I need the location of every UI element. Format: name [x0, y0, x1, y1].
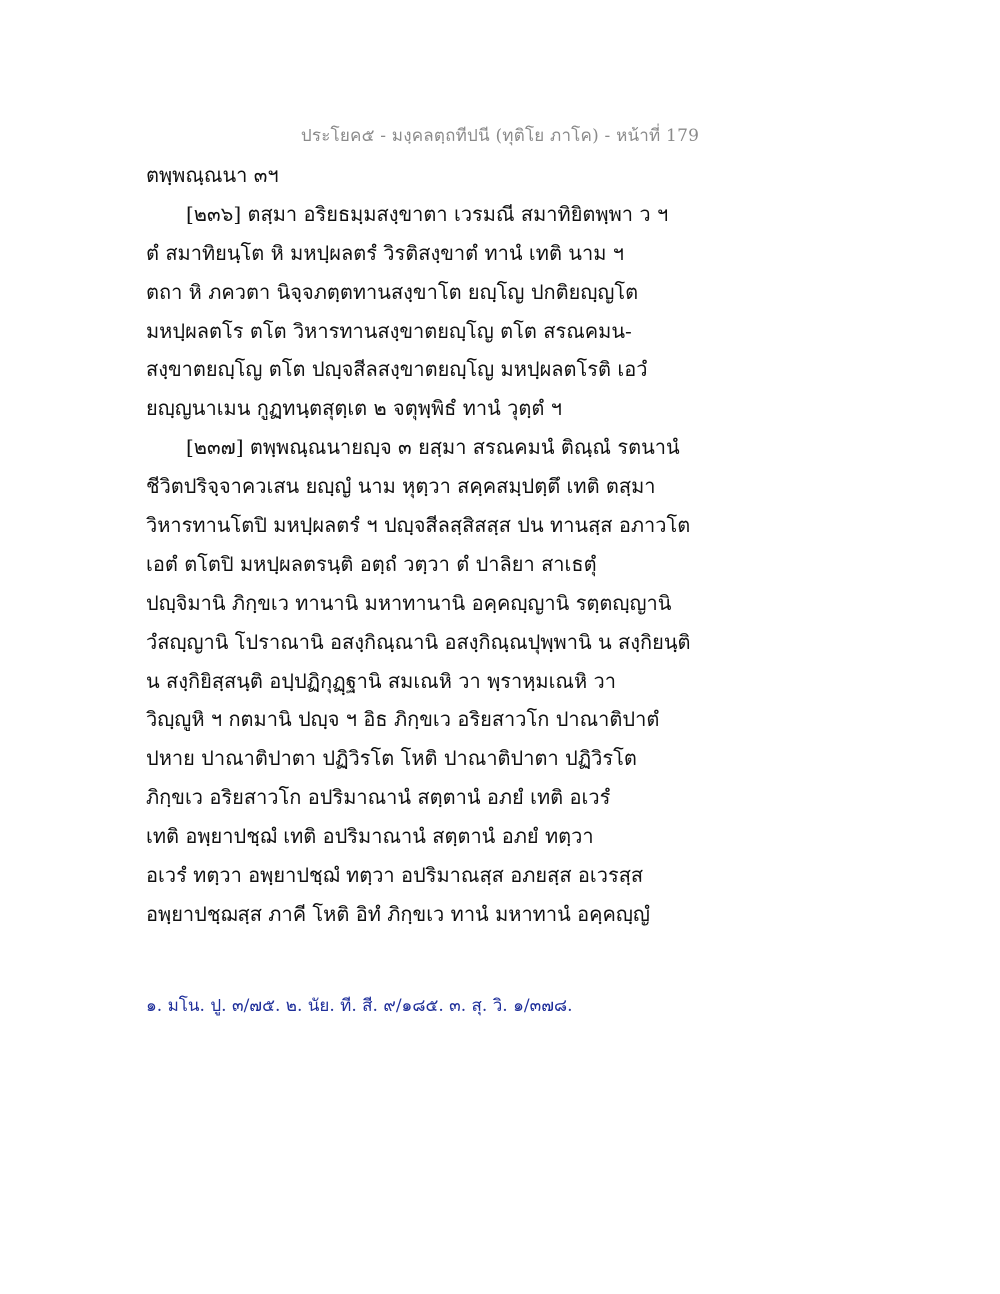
text-line: ตพฺพณฺณนา ๓ฯ: [146, 163, 279, 187]
text-line: วิหารทานโตปิ มหปฺผลตรํ ฯ ปญฺจสีลสฺสิสสฺส ปน ทานสฺส อภาวโต: [146, 513, 691, 538]
text-line: อพฺยาปชฺฌสฺส ภาคี โหติ อิทํ ภิกฺขเว ทานํ มหาทานํ อคฺคญฺญํ: [146, 901, 650, 926]
text-line: วิญฺญูหิ ฯ กตมานิ ปญฺจ ฯ อิธ ภิกฺขเว อริยสาวโก ปาณาติปาตํ: [146, 707, 660, 732]
text-line: ชีวิตปริจฺจาควเสน ยญฺญํ นาม หุตฺวา สคฺคสมฺปตฺตึ เทติ ตสฺมา: [146, 474, 656, 499]
text-line: ปหาย ปาณาติปาตา ปฏิวิรโต โหติ ปาณาติปาตา ปฏิวิรโต: [146, 746, 637, 771]
text-line: ปญฺจิมานิ ภิกฺขเว ทานานิ มหาทานานิ อคฺคญฺญานิ รตฺตญฺญานิ: [146, 590, 672, 615]
text-line: ยญฺญนาเมน กูฏทนฺตสุตฺเต ๒ จตุพฺพิธํ ทานํ วุตฺตํ ฯ: [146, 396, 562, 421]
text-line: ตํ สมาทิยนฺโต หิ มหปฺผลตรํ วิรติสงฺขาตํ ทานํ เทติ นาม ฯ: [146, 240, 624, 265]
text-line: น สงฺกิยิสฺสนฺติ อปฺปฏิกุฏฺฐานิ สมเณหิ วา พฺราหฺมเณหิ วา: [146, 668, 616, 693]
text-line: ตถา หิ ภควตา นิจฺจภตฺตทานสงฺขาโต ยญฺโญ ปกติยญฺญโต: [146, 279, 639, 304]
text-line: มหปฺผลตโร ตโต วิหารทานสงฺขาตยญฺโญ ตโต สรณคมน-: [146, 318, 632, 343]
text-line: วํสญฺญานิ โปราณานิ อสงฺกิณฺณานิ อสงฺกิณฺณปุพฺพานิ น สงฺกิยนฺติ: [146, 629, 691, 654]
text-line: สงฺขาตยญฺโญ ตโต ปญฺจสีลสงฺขาตยญฺโญ มหปฺผลตโรติ เอวํ: [146, 357, 648, 382]
page-header: ประโยค๕ - มงฺคลตฺถทีปนี (ทุติโย ภาโค) - หน้าที่ 179: [300, 126, 700, 146]
text-line: ภิกฺขเว อริยสาวโก อปริมาณานํ สตฺตานํ อภยํ เทติ อเวรํ: [146, 785, 611, 810]
text-line: [๒๓๗] ตพฺพณฺณนายญฺจ ๓ ยสฺมา สรณคมนํ ติณฺณํ รตนานํ: [186, 435, 680, 460]
body-text: [146, 156, 706, 934]
text-line: เทติ อพฺยาปชฺฌํ เทติ อปริมาณานํ สตฺตานํ อภยํ ทตฺวา: [146, 824, 594, 849]
text-line: อเวรํ ทตฺวา อพฺยาปชฺฌํ ทตฺวา อปริมาณสฺส อภยสฺส อเวรสฺส: [146, 863, 644, 888]
footnote: ๑. มโน. ปู. ๓/๗๕. ๒. นัย. ที. สี. ๙/๑๘๕. ๓. สุ. วิ. ๑/๓๗๘.: [146, 996, 573, 1016]
text-line: [๒๓๖] ตสฺมา อริยธมฺมสงฺขาตา เวรมณี สมาทิยิตพฺพา ว ฯ: [186, 201, 669, 226]
text-line: เอตํ ตโตปิ มหปฺผลตรนฺติ อตฺถํ วตฺวา ตํ ปาลิยา สาเธตุํ: [146, 551, 597, 576]
